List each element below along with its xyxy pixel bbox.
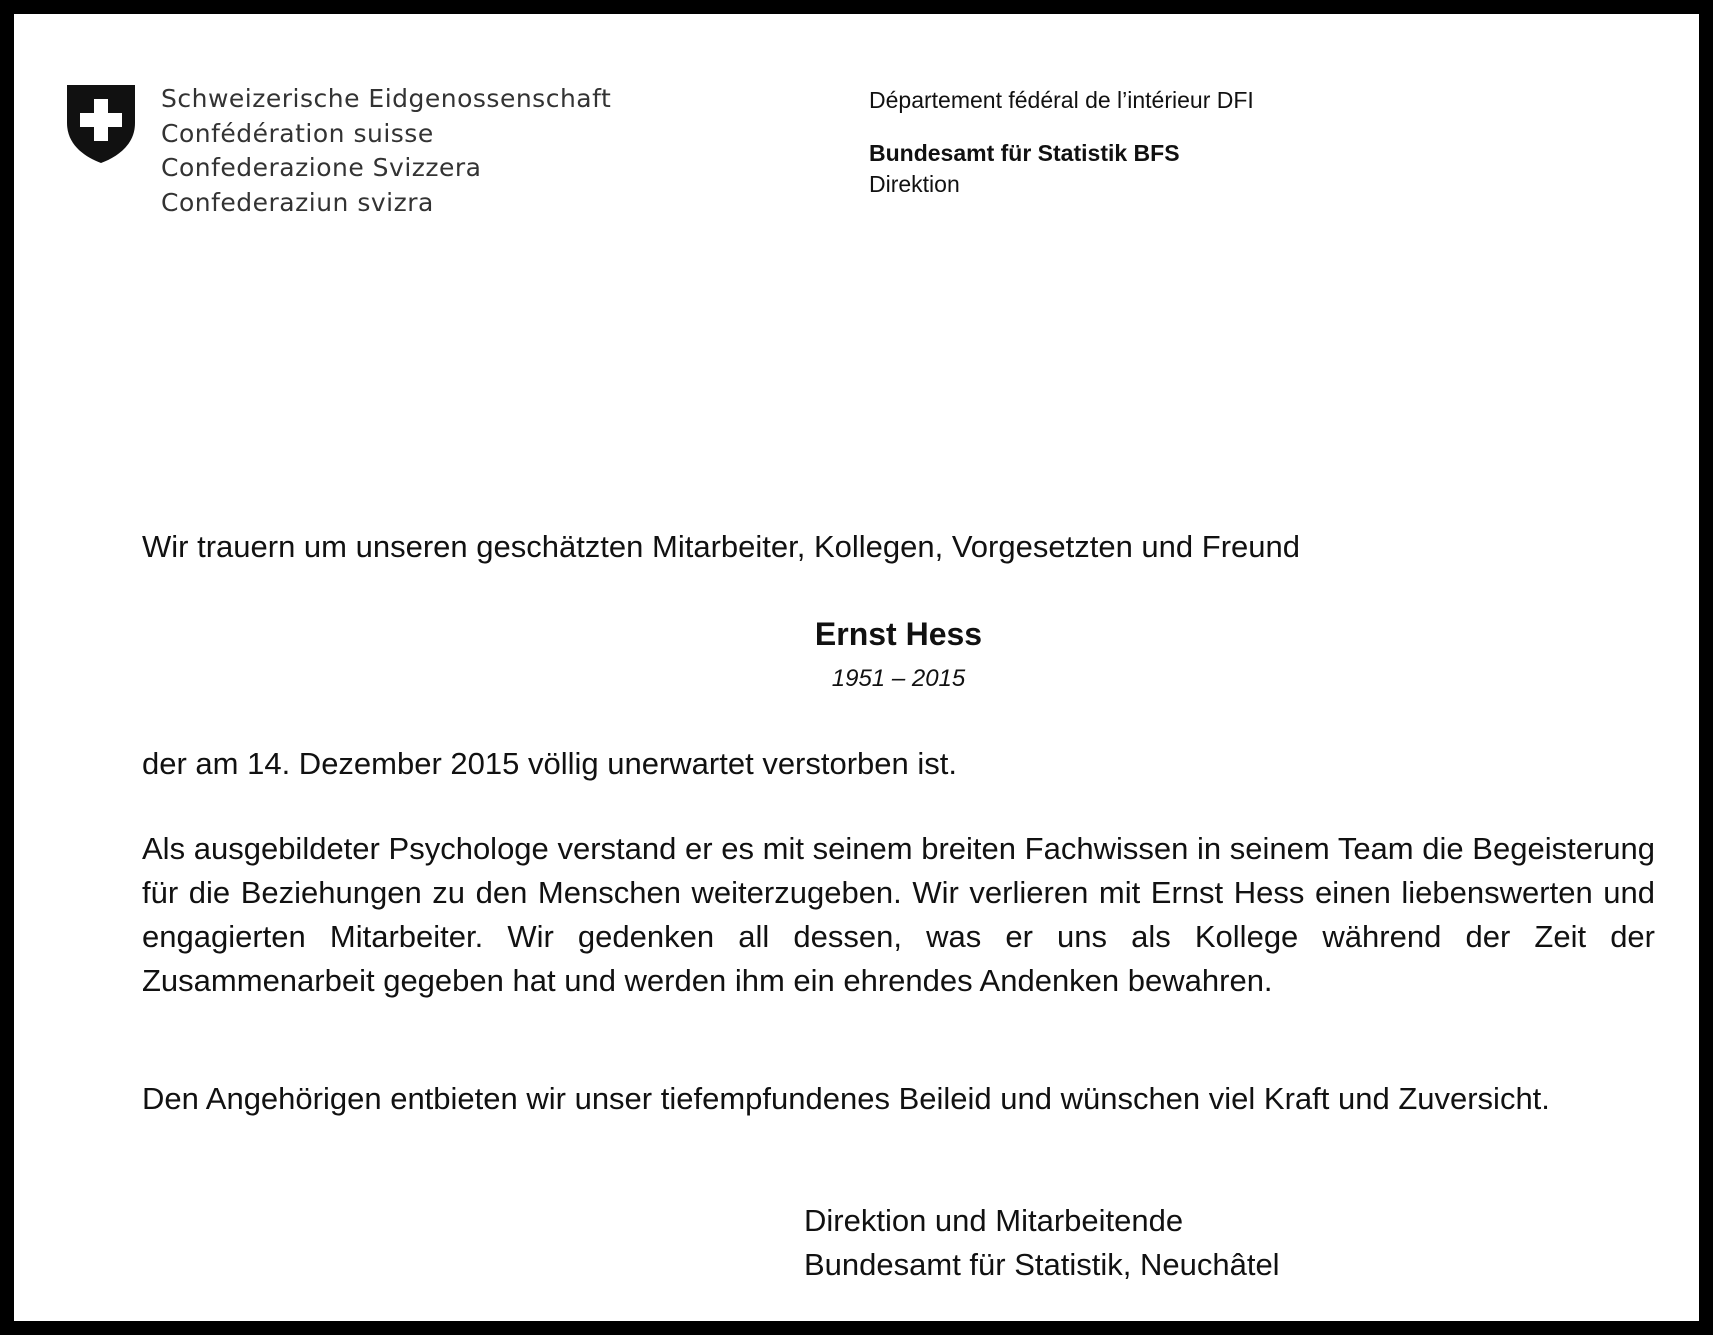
- life-years: 1951 – 2015: [831, 665, 966, 692]
- tribute-paragraph: Als ausgebildeter Psychologe verstand er es mit seinem breiten Fachwissen in seinem Team die Begeisterung für die Beziehungen zu den Menschen weiterzugeben. Wir verlieren mit Ernst Hess einen liebenswerten und engagierten Mitarbeiter. Wir gedenken all dessen, was er uns als Kollege während der Zeit der Zusammenarbeit gegeben hat und werden ihm ein ehrendes Andenken bewahren.: [142, 831, 1655, 998]
- signature-block: [804, 1199, 1280, 1287]
- signature-line-2: Bundesamt für Statistik, Neuchâtel: [804, 1247, 1280, 1282]
- deceased-name: Ernst Hess: [814, 616, 983, 652]
- condolence-line: Den Angehörigen entbieten wir unser tiefempfundenes Beileid und wünschen viel Kraft und Zuversicht.: [142, 1081, 1550, 1116]
- division-name: Direktion: [869, 171, 960, 197]
- death-line: der am 14. Dezember 2015 völlig unerwartet verstorben ist.: [142, 746, 958, 781]
- intro-line: Wir trauern um unseren geschätzten Mitarbeiter, Kollegen, Vorgesetzten und Freund: [142, 529, 1300, 564]
- office-name: Bundesamt für Statistik BFS: [869, 140, 1180, 166]
- confederation-name-rm: Confederaziun svizra: [161, 187, 434, 217]
- confederation-name-de: Schweizerische Eidgenossenschaft: [161, 84, 612, 113]
- confederation-names: [161, 82, 611, 220]
- confederation-name-it: Confederazione Svizzera: [161, 153, 482, 182]
- swiss-coat-of-arms-icon: [65, 83, 137, 165]
- department-name: Département fédéral de l’intérieur DFI: [869, 87, 1254, 113]
- signature-line-1: Direktion und Mitarbeitende: [804, 1203, 1184, 1238]
- department-block: [869, 86, 1254, 198]
- notice-page: [14, 14, 1699, 1321]
- confederation-name-fr: Confédération suisse: [161, 118, 434, 148]
